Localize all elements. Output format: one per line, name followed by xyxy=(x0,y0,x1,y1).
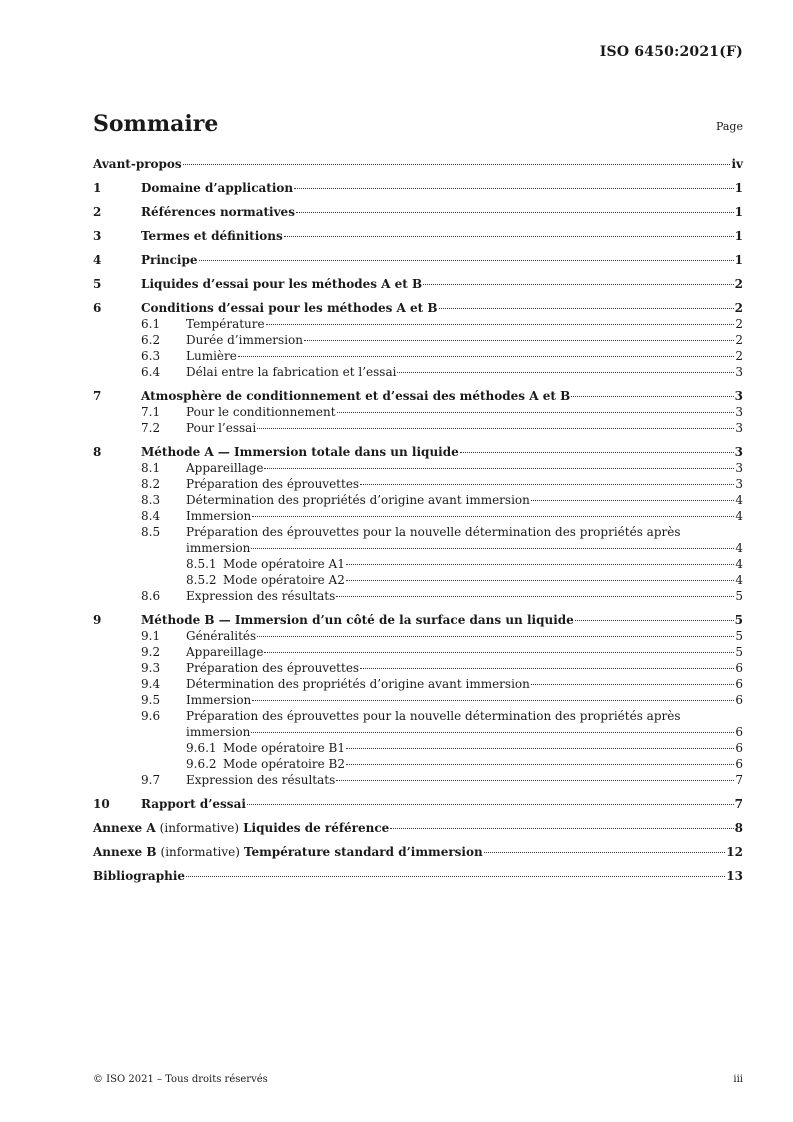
toc-entry-number: 6.3 xyxy=(141,349,161,363)
toc-entry-page: 6 xyxy=(735,661,743,675)
toc-entry-6[interactable] xyxy=(93,300,743,316)
toc-entry-number: 7.1 xyxy=(141,405,161,419)
dot-leader xyxy=(264,652,734,653)
toc-entry-text: Atmosphère de conditionnement et d’essai des méthodes A et B xyxy=(141,389,571,403)
dot-leader xyxy=(294,188,734,189)
toc-entry-7-2[interactable] xyxy=(93,420,743,436)
toc-entry-number: 8.1 xyxy=(141,461,161,475)
toc-entry-number: 8.5.2 xyxy=(186,573,217,587)
dot-leader xyxy=(337,412,735,413)
dot-leader xyxy=(397,372,734,373)
toc-entry-page: 2 xyxy=(734,277,743,291)
toc-entry-text: Immersion xyxy=(186,693,252,707)
toc-entry-text: Rapport d’essai xyxy=(141,797,246,811)
annex-qualifier: (informative) xyxy=(160,845,240,859)
toc-entry-page: 8 xyxy=(734,821,743,835)
toc-entry-page: 5 xyxy=(734,613,743,627)
toc-entry-page: 3 xyxy=(734,389,743,403)
toc-entry-number: 9.6.1 xyxy=(186,741,217,755)
toc-entry-avant-propos[interactable] xyxy=(93,156,743,172)
dot-leader xyxy=(360,484,734,485)
dot-leader xyxy=(346,748,734,749)
dot-leader xyxy=(360,668,734,669)
toc-entry-text: Méthode B — Immersion d’un côté de la surface dans un liquide xyxy=(141,613,574,627)
dot-leader xyxy=(304,340,734,341)
toc-entry-5[interactable] xyxy=(93,276,743,292)
toc-entry-text: Généralités xyxy=(186,629,257,643)
toc-entry-9-6-1[interactable] xyxy=(93,740,743,756)
toc-entry-text: Délai entre la fabrication et l’essai xyxy=(186,365,397,379)
toc-entry-text-continued: immersion xyxy=(186,541,251,555)
toc-entry-annex-a[interactable] xyxy=(93,820,743,836)
toc-entry-number: 9.7 xyxy=(141,773,161,787)
toc-entry-text: Bibliographie xyxy=(93,869,186,883)
toc-entry-page: 4 xyxy=(735,557,743,571)
toc-entry-number: 7 xyxy=(93,389,102,403)
toc-entry-number: 9.4 xyxy=(141,677,161,691)
toc-entry-6-1[interactable] xyxy=(93,316,743,332)
toc-entry-text: Conditions d’essai pour les méthodes A et B xyxy=(141,301,438,315)
toc-entry-text: Références normatives xyxy=(141,205,295,219)
toc-entry-number: 8.3 xyxy=(141,493,161,507)
toc-entry-page: 6 xyxy=(735,677,743,691)
toc-entry-9-6-line1[interactable] xyxy=(93,708,743,724)
toc-entry-text: Mode opératoire A1 xyxy=(223,557,345,571)
toc-entry-text: Pour l’essai xyxy=(186,421,257,435)
toc-entry-page: 7 xyxy=(735,773,743,787)
toc-entry-text: Température standard d’immersion xyxy=(243,845,483,859)
toc-entry-text: Appareillage xyxy=(186,645,264,659)
toc-entry-page: 4 xyxy=(735,573,743,587)
toc-entry-text: Détermination des propriétés d’origine avant immersion xyxy=(186,677,530,691)
toc-entry-text: Méthode A — Immersion totale dans un liquide xyxy=(141,445,459,459)
toc-entry-page: iv xyxy=(731,157,743,171)
toc-entry-number: 8 xyxy=(93,445,102,459)
toc-entry-number: 8.6 xyxy=(141,589,161,603)
toc-entry-page: 4 xyxy=(735,493,743,507)
toc-entry-text-continued: immersion xyxy=(186,725,251,739)
dot-leader xyxy=(252,700,734,701)
toc-entry-number: 6.1 xyxy=(141,317,161,331)
toc-entry-7-1[interactable] xyxy=(93,404,743,420)
toc-entry-number: 8.5 xyxy=(141,525,161,539)
toc-entry-text: Détermination des propriétés d’origine avant immersion xyxy=(186,493,530,507)
toc-entry-page: 1 xyxy=(734,253,743,267)
toc-entry-number: 8.4 xyxy=(141,509,161,523)
toc-entry-page: 5 xyxy=(735,629,743,643)
toc-entry-page: 1 xyxy=(734,229,743,243)
footer-copyright: © ISO 2021 – Tous droits réservés xyxy=(93,1074,268,1085)
toc-entry-text: Mode opératoire B2 xyxy=(223,757,345,771)
toc-entry-8-5-line1[interactable] xyxy=(93,524,743,540)
toc-entry-page: 6 xyxy=(735,693,743,707)
toc-entry-9-1[interactable] xyxy=(93,628,743,644)
toc-entry-page: 5 xyxy=(735,645,743,659)
toc-entry-page: 5 xyxy=(735,589,743,603)
toc-entry-page: 4 xyxy=(735,541,743,555)
toc-entry-6-2[interactable] xyxy=(93,332,743,348)
toc-entry-text: Durée d’immersion xyxy=(186,333,303,347)
dot-leader xyxy=(575,620,734,621)
toc-entry-text: Préparation des éprouvettes pour la nouvelle détermination des propriétés après xyxy=(186,709,681,723)
footer-page-number: iii xyxy=(733,1074,743,1085)
toc-entry-bibliographie[interactable] xyxy=(93,868,743,884)
toc-entry-text: Préparation des éprouvettes xyxy=(186,477,360,491)
toc-entry-text: Avant-propos xyxy=(93,157,182,171)
toc-entry-8-4[interactable] xyxy=(93,508,743,524)
toc-entry-page: 6 xyxy=(735,757,743,771)
toc-entry-text: Pour le conditionnement xyxy=(186,405,336,419)
dot-leader xyxy=(423,284,733,285)
toc-entry-number: 9.2 xyxy=(141,645,161,659)
dot-leader xyxy=(336,596,734,597)
toc-entry-1[interactable] xyxy=(93,180,743,196)
toc-entry-9[interactable] xyxy=(93,612,743,628)
dot-leader xyxy=(266,324,735,325)
toc-entry-number: 6.2 xyxy=(141,333,161,347)
dot-leader xyxy=(238,356,735,357)
dot-leader xyxy=(439,308,734,309)
toc-entry-text: Domaine d’application xyxy=(141,181,294,195)
toc-entry-page: 1 xyxy=(734,181,743,195)
toc-entry-page: 3 xyxy=(735,477,743,491)
toc-entry-page: 2 xyxy=(735,317,743,331)
toc-entry-number: 5 xyxy=(93,277,102,291)
toc-entry-page: 3 xyxy=(735,421,743,435)
toc-entry-text: Liquides d’essai pour les méthodes A et B xyxy=(141,277,423,291)
annex-label: Annexe A xyxy=(93,821,156,835)
toc-entry-number: 9.3 xyxy=(141,661,161,675)
toc-entry-8[interactable] xyxy=(93,444,743,460)
toc-entry-number: 9.6.2 xyxy=(186,757,217,771)
toc-entry-text: Préparation des éprouvettes pour la nouvelle détermination des propriétés après xyxy=(186,525,681,539)
toc-entry-8-3[interactable] xyxy=(93,492,743,508)
dot-leader xyxy=(346,764,734,765)
toc-entry-number: 10 xyxy=(93,797,110,811)
toc-entry-9-6-2[interactable] xyxy=(93,756,743,772)
annex-label: Annexe B xyxy=(93,845,157,859)
dot-leader xyxy=(336,780,734,781)
toc-entry-page: 1 xyxy=(734,205,743,219)
toc-entry-text: Liquides de référence xyxy=(243,821,390,835)
toc-entry-9-7[interactable] xyxy=(93,772,743,788)
toc-entry-text: Mode opératoire B1 xyxy=(223,741,345,755)
toc-entry-text: Appareillage xyxy=(186,461,264,475)
toc-entry-6-3[interactable] xyxy=(93,348,743,364)
dot-leader xyxy=(257,636,734,637)
toc-entry-number: 8.2 xyxy=(141,477,161,491)
toc-entry-annex-b[interactable] xyxy=(93,844,743,860)
toc-entry-page: 2 xyxy=(735,333,743,347)
toc-entry-2[interactable] xyxy=(93,204,743,220)
toc-entry-3[interactable] xyxy=(93,228,743,244)
dot-leader xyxy=(390,828,733,829)
dot-leader xyxy=(251,732,734,733)
toc-entry-number: 7.2 xyxy=(141,421,161,435)
annex-qualifier: (informative) xyxy=(159,821,240,835)
toc-entry-number: 9.5 xyxy=(141,693,161,707)
dot-leader xyxy=(346,564,735,565)
toc-entry-number: 8.5.1 xyxy=(186,557,217,571)
toc-entry-8-2[interactable] xyxy=(93,476,743,492)
toc-entry-4[interactable] xyxy=(93,252,743,268)
toc-entry-number: 9.6 xyxy=(141,709,161,723)
toc-entry-page: 4 xyxy=(735,509,743,523)
toc-entry-text: Lumière xyxy=(186,349,237,363)
document-id: ISO 6450:2021(F) xyxy=(599,44,743,60)
dot-leader xyxy=(531,500,735,501)
dot-leader xyxy=(199,260,734,261)
dot-leader xyxy=(284,236,734,237)
toc-entry-9-6-line2[interactable] xyxy=(93,724,743,740)
dot-leader xyxy=(571,396,733,397)
table-of-contents xyxy=(93,156,743,884)
toc-entry-9-2[interactable] xyxy=(93,644,743,660)
toc-entry-text: Température xyxy=(186,317,265,331)
toc-entry-page: 6 xyxy=(735,725,743,739)
toc-entry-number: 6.4 xyxy=(141,365,161,379)
toc-entry-number: 6 xyxy=(93,301,102,315)
toc-entry-6-4[interactable] xyxy=(93,364,743,380)
toc-entry-number: 1 xyxy=(93,181,102,195)
toc-entry-text: Principe xyxy=(141,253,198,267)
toc-entry-number: 3 xyxy=(93,229,102,243)
dot-leader xyxy=(531,684,735,685)
toc-entry-10[interactable] xyxy=(93,796,743,812)
dot-leader xyxy=(251,548,734,549)
toc-entry-text: Préparation des éprouvettes xyxy=(186,661,360,675)
toc-entry-number: 9 xyxy=(93,613,102,627)
toc-entry-page: 2 xyxy=(735,349,743,363)
dot-leader xyxy=(247,804,734,805)
toc-entry-8-6[interactable] xyxy=(93,588,743,604)
toc-entry-9-3[interactable] xyxy=(93,660,743,676)
dot-leader xyxy=(484,852,726,853)
toc-entry-9-5[interactable] xyxy=(93,692,743,708)
dot-leader xyxy=(186,876,725,877)
dot-leader xyxy=(252,516,734,517)
toc-entry-7[interactable] xyxy=(93,388,743,404)
toc-entry-text: Termes et définitions xyxy=(141,229,283,243)
dot-leader xyxy=(264,468,734,469)
dot-leader xyxy=(183,164,731,165)
toc-entry-page: 3 xyxy=(734,445,743,459)
toc-entry-page: 7 xyxy=(734,797,743,811)
toc-entry-9-4[interactable] xyxy=(93,676,743,692)
page-title: Sommaire xyxy=(93,111,219,137)
dot-leader xyxy=(346,580,735,581)
toc-entry-page: 12 xyxy=(726,845,743,859)
page-column-label: Page xyxy=(715,120,743,133)
toc-entry-page: 13 xyxy=(726,869,743,883)
toc-entry-number: 2 xyxy=(93,205,102,219)
toc-entry-text: Mode opératoire A2 xyxy=(223,573,345,587)
toc-entry-text: Immersion xyxy=(186,509,252,523)
toc-entry-page: 3 xyxy=(735,405,743,419)
dot-leader xyxy=(296,212,734,213)
toc-entry-page: 3 xyxy=(735,365,743,379)
toc-entry-8-5-2[interactable] xyxy=(93,572,743,588)
toc-entry-number: 4 xyxy=(93,253,102,267)
toc-entry-page: 6 xyxy=(735,741,743,755)
dot-leader xyxy=(257,428,734,429)
toc-entry-8-5-1[interactable] xyxy=(93,556,743,572)
toc-entry-text: Expression des résultats xyxy=(186,773,336,787)
toc-entry-number: 9.1 xyxy=(141,629,161,643)
toc-entry-text: Expression des résultats xyxy=(186,589,336,603)
dot-leader xyxy=(460,452,734,453)
toc-entry-8-1[interactable] xyxy=(93,460,743,476)
toc-entry-8-5-line2[interactable] xyxy=(93,540,743,556)
toc-entry-page: 3 xyxy=(735,461,743,475)
toc-entry-page: 2 xyxy=(734,301,743,315)
